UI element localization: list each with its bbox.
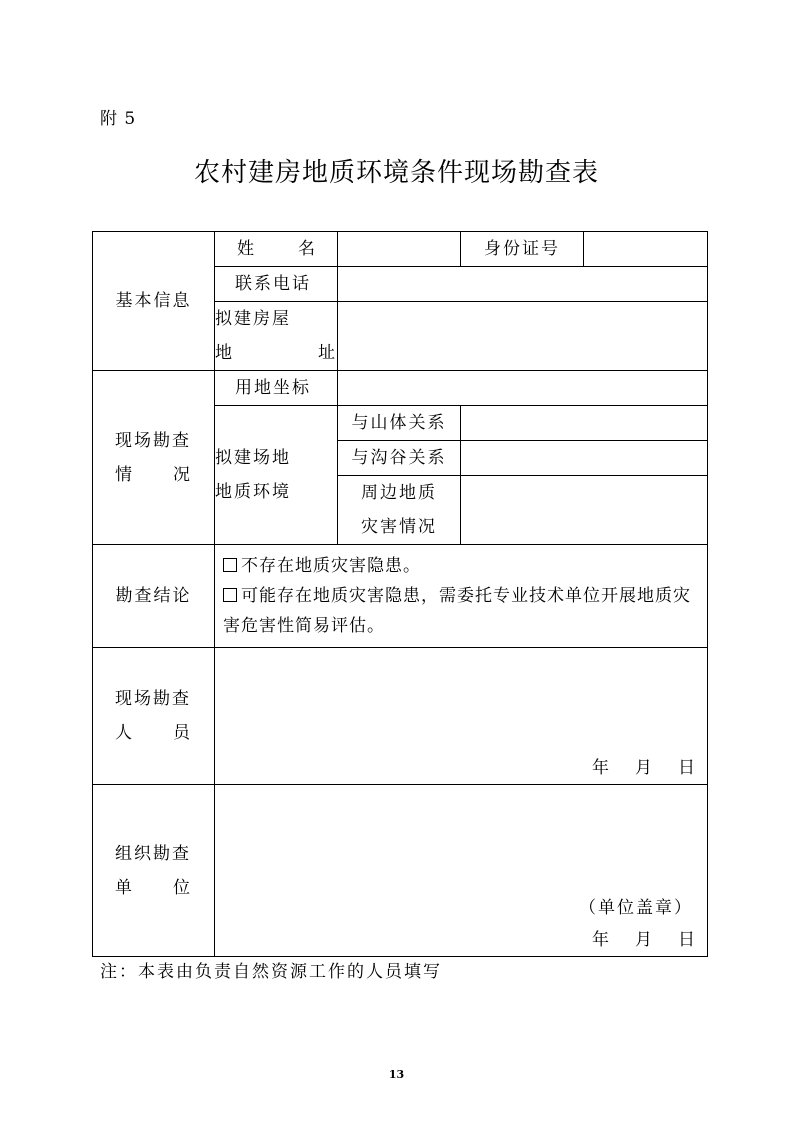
surrounding-hazard-field[interactable] (461, 476, 708, 545)
unit-seal-label: （单位盖章） (579, 898, 693, 918)
surrounding-hazard-label: 周边地质 灾害情况 (338, 476, 461, 545)
survey-form-table (92, 231, 708, 957)
page-title: 农村建房地质环境条件现场勘查表 (193, 158, 599, 188)
coordinates-label: 用地坐标 (215, 371, 338, 406)
coordinates-field[interactable] (338, 371, 708, 406)
section-conclusion: 勘查结论 (93, 545, 215, 648)
name-field[interactable] (338, 232, 461, 267)
footnote: 注：本表由负责自然资源工作的人员填写 (100, 962, 442, 982)
conclusion-options (215, 545, 708, 648)
conclusion-option-possible-hazard[interactable]: 可能存在地质灾害隐患，需委托专业技术单位开展地质灾害危害性简易评估。 (223, 586, 691, 636)
checkbox-icon[interactable] (223, 558, 237, 572)
id-number-field[interactable] (584, 232, 708, 267)
site-geo-env-label: 拟建场地 地质环境 (215, 406, 338, 545)
conclusion-option-no-hazard[interactable]: 不存在地质灾害隐患。 (223, 551, 701, 581)
mountain-relation-field[interactable] (461, 406, 708, 441)
id-number-label: 身份证号 (461, 232, 584, 267)
organization-seal-field[interactable] (215, 785, 708, 957)
address-label: 拟建房屋 地 址 (215, 302, 338, 371)
section-organizing-unit: 组织勘查 单 位 (93, 785, 215, 957)
section-survey-personnel: 现场勘查 人 员 (93, 648, 215, 785)
phone-label: 联系电话 (215, 267, 338, 302)
personnel-signature-field[interactable] (215, 648, 708, 785)
section-basic-info: 基本信息 (93, 232, 215, 371)
valley-relation-field[interactable] (461, 441, 708, 476)
address-field[interactable] (338, 302, 708, 371)
phone-field[interactable] (338, 267, 708, 302)
checkbox-icon[interactable] (223, 588, 237, 602)
attachment-label: 附 5 (100, 109, 137, 129)
name-label: 姓 名 (215, 232, 338, 267)
personnel-date: 年 月 日 (592, 758, 695, 778)
organization-date: 年 月 日 (592, 930, 695, 950)
section-survey-situation: 现场勘查 情 况 (93, 371, 215, 545)
mountain-relation-label: 与山体关系 (338, 406, 461, 441)
page-number: 13 (388, 1068, 405, 1081)
valley-relation-label: 与沟谷关系 (338, 441, 461, 476)
